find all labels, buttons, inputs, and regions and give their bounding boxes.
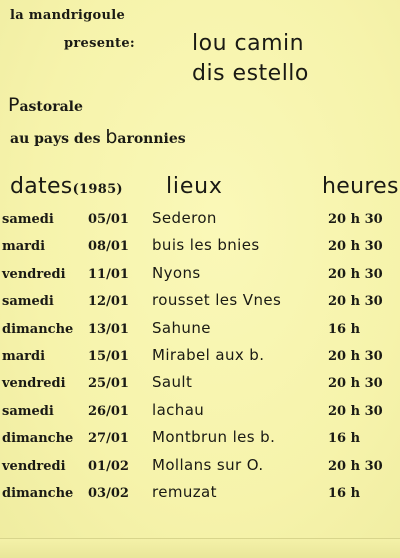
day-cell: vendredi bbox=[2, 267, 66, 282]
schedule-row bbox=[0, 235, 400, 261]
time-cell: 20 h 30 bbox=[328, 404, 383, 419]
schedule-row bbox=[0, 482, 400, 508]
day-cell: vendredi bbox=[2, 459, 66, 474]
place-cell: Montbrun les b. bbox=[152, 428, 276, 446]
time-cell: 16 h bbox=[328, 322, 361, 337]
subtitle-region bbox=[10, 126, 186, 148]
schedule-row bbox=[0, 290, 400, 316]
time-cell: 20 h 30 bbox=[328, 294, 383, 309]
day-cell: vendredi bbox=[2, 376, 66, 391]
place-cell: rousset les Vnes bbox=[152, 291, 282, 309]
date-cell: 13/01 bbox=[88, 322, 129, 337]
presente-label: presente: bbox=[64, 36, 136, 51]
place-cell: Sahune bbox=[152, 319, 211, 337]
day-cell: dimanche bbox=[2, 431, 74, 446]
time-cell: 16 h bbox=[328, 486, 361, 501]
place-cell: remuzat bbox=[152, 483, 217, 501]
place-cell: Sault bbox=[152, 373, 193, 391]
schedule-row bbox=[0, 318, 400, 344]
date-cell: 11/01 bbox=[88, 267, 129, 282]
time-cell: 20 h 30 bbox=[328, 239, 383, 254]
date-cell: 12/01 bbox=[88, 294, 129, 309]
day-cell: mardi bbox=[2, 239, 46, 254]
time-cell: 20 h 30 bbox=[328, 459, 383, 474]
date-cell: 08/01 bbox=[88, 239, 129, 254]
schedule-row bbox=[0, 455, 400, 481]
time-cell: 16 h bbox=[328, 431, 361, 446]
schedule-row bbox=[0, 372, 400, 398]
day-cell: dimanche bbox=[2, 486, 74, 501]
dates-label: dates bbox=[10, 174, 73, 199]
day-cell: samedi bbox=[2, 212, 54, 227]
place-cell: Mirabel aux b. bbox=[152, 346, 265, 364]
date-cell: 25/01 bbox=[88, 376, 129, 391]
place-cell: Sederon bbox=[152, 209, 217, 227]
date-cell: 03/02 bbox=[88, 486, 129, 501]
place-cell: Mollans sur O. bbox=[152, 456, 264, 474]
date-cell: 26/01 bbox=[88, 404, 129, 419]
schedule-row bbox=[0, 400, 400, 426]
subtitle-pastorale bbox=[8, 94, 83, 116]
subtitle-region-rest: aronnies bbox=[117, 131, 186, 147]
place-cell: lachau bbox=[152, 401, 205, 419]
date-cell: 05/01 bbox=[88, 212, 129, 227]
schedule-row bbox=[0, 208, 400, 234]
subtitle-region-initial: b bbox=[105, 126, 118, 148]
paper-fold bbox=[0, 538, 400, 558]
schedule-row bbox=[0, 263, 400, 289]
date-cell: 27/01 bbox=[88, 431, 129, 446]
time-cell: 20 h 30 bbox=[328, 349, 383, 364]
column-header-heures: heures bbox=[322, 174, 399, 199]
column-header-lieux: lieux bbox=[166, 174, 223, 199]
show-title-line2: dis estello bbox=[192, 61, 309, 86]
date-cell: 15/01 bbox=[88, 349, 129, 364]
place-cell: buis les bnies bbox=[152, 236, 260, 254]
subtitle-region-prefix: au pays des bbox=[10, 131, 106, 147]
time-cell: 20 h 30 bbox=[328, 267, 383, 282]
time-cell: 20 h 30 bbox=[328, 376, 383, 391]
schedule-row bbox=[0, 427, 400, 453]
subtitle-rest: astorale bbox=[19, 99, 83, 115]
column-header-dates bbox=[10, 174, 123, 199]
show-title-line1: lou camin bbox=[192, 31, 305, 56]
subtitle-initial: P bbox=[8, 94, 20, 116]
time-cell: 20 h 30 bbox=[328, 212, 383, 227]
publisher-name: la mandrigoule bbox=[10, 8, 126, 23]
schedule-row bbox=[0, 345, 400, 371]
day-cell: dimanche bbox=[2, 322, 74, 337]
day-cell: samedi bbox=[2, 294, 54, 309]
year-label: (1985) bbox=[72, 182, 123, 197]
date-cell: 01/02 bbox=[88, 459, 129, 474]
day-cell: samedi bbox=[2, 404, 54, 419]
day-cell: mardi bbox=[2, 349, 46, 364]
place-cell: Nyons bbox=[152, 264, 201, 282]
